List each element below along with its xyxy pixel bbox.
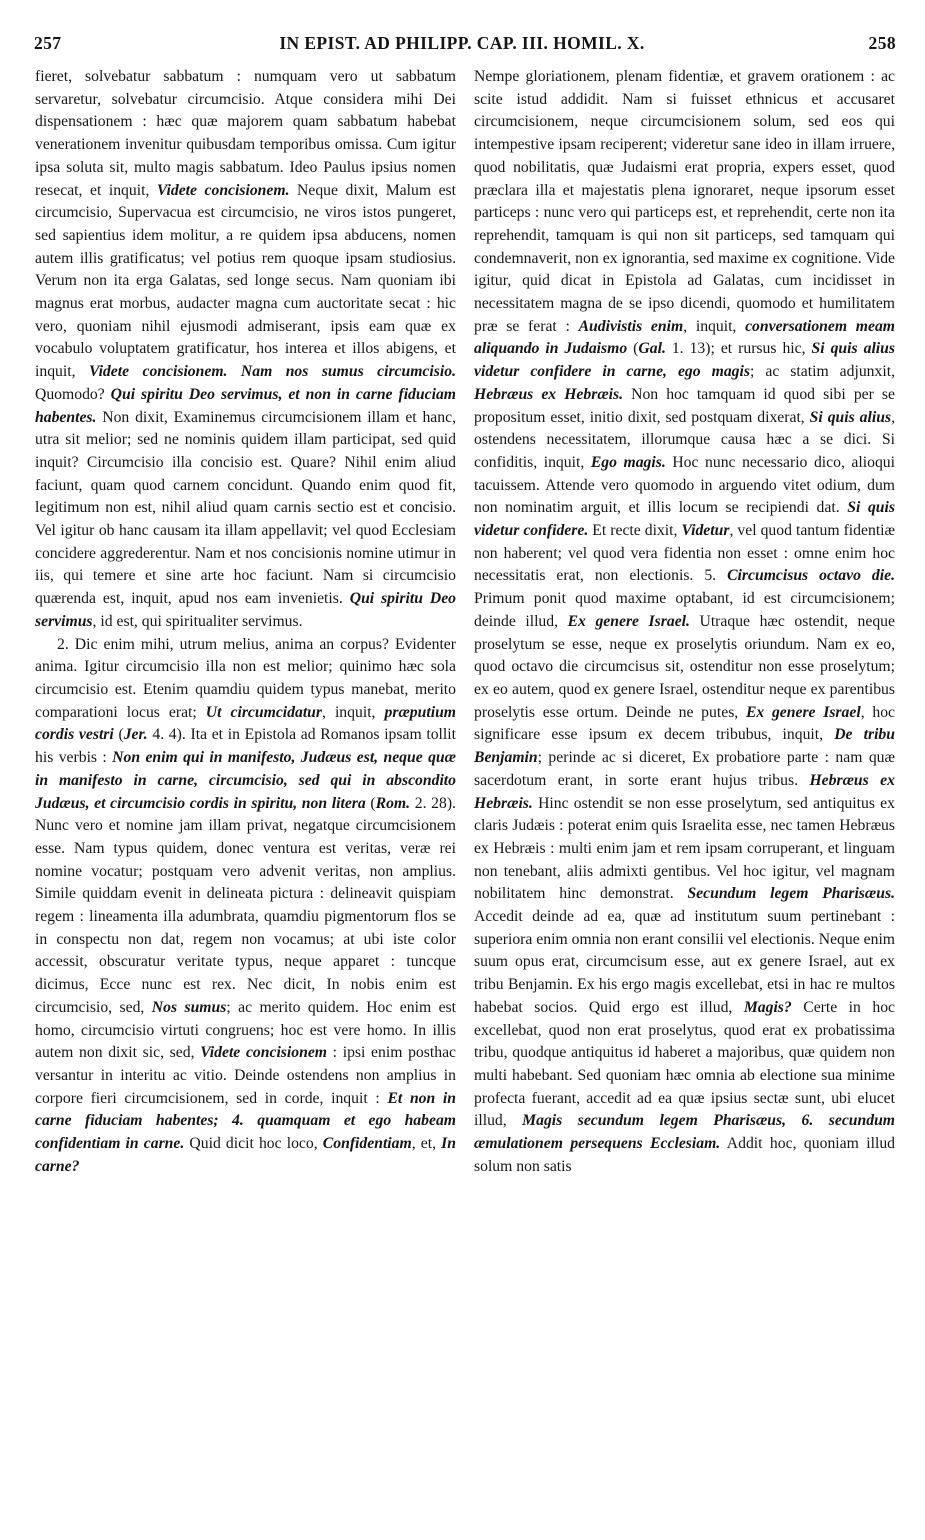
text-column-left (35, 66, 456, 1178)
page-number-right: 258 (868, 33, 896, 53)
running-header (28, 33, 896, 59)
paragraph: 2. Dic enim mihi, utrum melius, anima an corpus? Evidenter anima. Igitur circumcisio illa non est melior; quinimo hæc sola circumcisio est. Etenim quamdiu quidem typus manebat, merito comparationi locus erat; Ut circumcidatur, inquit, præputium cordis vestri (Jer. 4. 4). Ita et in Epistola ad Romanos ipsam tollit his verbis : Non enim qui in manifesto, Judæus est, neque quæ in manifesto in carne, circumcisio, sed qui in abscondito Judæus, et circumcisio cordis in spiritu, non litera (Rom. 2. 28). Nunc vero et nomine jam illam privat, negatque circumcisionem esse. Nam typus quidem, donec ventura est veritas, veræ rei nomine vocatur; postquam vero advenit veritas, non amplius. Simile quiddam evenit in delineata pictura : delineavit quispiam regem : lineamenta illa adumbrata, quamdiu pigmentorum flos se in conspectu non dat, regem non vocamus; at ubi iste color accessit, obscuratur veritate typus, neque apparet : tuncque dicimus, Ecce nunc est rex. Nec dicit, In nobis enim est circumcisio, sed, Nos sumus; ac merito quidem. Hoc enim est homo, circumcisio virtuti congruens; hoc est vere homo. In illis autem non dixit sic, sed, Videte concisionem : ipsi enim posthac versantur in interitu ac vitio. Deinde ostendens non amplius in corpore fieri circumcisionem, sed in corde, inquit : Et non in carne fiduciam habentes; 4. quamquam et ego habeam confidentiam in carne. Quid dicit hoc loco, Confidentiam, et, In carne? (35, 635, 457, 1175)
paragraph: Nempe gloriationem, plenam fidentiæ, et gravem orationem : ac scite istud addidit. Nam si fuisset ethnicus et accusaret circumcisionem, neque circumcisionem solum, sed eos qui intempestive ipsam reciperent; videretur sane ideo in illam irruere, quod nobilitatis, quæ Judaismi erat propria, expers esset, quod præclara illa et majestatis plena ignoraret, neque ipsorum esset particeps : nunc vero qui particeps est, et reprehendit, certe non ita reprehendit, tamquam is qui non sit particeps, sed tamquam qui condemnaverit, non ex ignorantia, sed maxime ex cognitione. Vide igitur, quid dicat in Epistola ad Galatas, cum incidisset in necessitatem magna de se ipso dicendi, quomodo et humilitatem præ se ferat : Audivistis enim, inquit, conversationem meam aliquando in Judaismo (Gal. 1. 13); et rursus hic, Si quis alius videtur confidere in carne, ego magis; ac statim adjunxit, Hebræus ex Hebræis. Non hoc tamquam id quod sibi per se propositum esset, initio dixit, sed postquam dixerat, Si quis alius, ostendens necessitatem, illorumque causa hæc a se dici. Si confiditis, inquit, Ego magis. Hoc nunc necessario dico, alioqui tacuissem. Attende vero quomodo in arguendo vitet odium, dum non nominatim arguit, et illis locum se recipiendi dat. Si quis videtur confidere. Et recte dixit, Videtur, vel quod tantum fidentiæ non haberent; vel quod vera fidentia non esset : omne enim hoc necessitatis erat, non electionis. 5. Circumcisus octavo die. Primum ponit quod maxime optabant, id est circumcisionem; deinde illud, Ex genere Israel. Utraque hæc ostendit, neque proselytum se esse, neque ex proselytis oriundum. Nam ex eo, quod octavo die circumcisus sit, ostenditur non esse proselytum; ex eo autem, quod ex genere Israel, ostenditur neque ex parentibus proselytis esse ortum. Deinde ne putes, Ex genere Israel, hoc significare esse ipsum ex decem tribubus, inquit, De tribu Benjamin; perinde ac si diceret, Ex probatiore parte : nam quæ sacerdotum erant, in sorte erant hujus tribus. Hebræus ex Hebræis. Hinc ostendit se non esse proselytum, sed antiquitus ex claris Judæis : poterat enim quis Israelita esse, nec tamen Hebræus ex Hebræis : multi enim jam et rem ipsam corruperant, et linguam non tenebant, aliis admixti gentibus. Vel hoc igitur, vel magnam nobilitatem hinc demonstrat. Secundum legem Pharisæus. Accedit deinde ad ea, quæ ad institutum suum pertinebant : superiora enim omnia non erant consilii vel electionis. Neque enim suum opus erat, circumcisum esse, aut ex genere Israel, aut ex tribu Benjamin. Ex his ergo magis excellebat, etsi in hac re multos habebat socios. Quid ergo est illud, Magis? Certe in hoc excellebat, quod non erat proselytus, quod erat ex probatissima tribu, quodque antiquitus id haberet a majoribus, quæ quidem non multi habebant. Sed quoniam hæc omnia ab electione sua minime profecta fuerant, accedit ad ea quæ ipsius sectæ sunt, ubi elucet illud, Magis secundum legem Pharisæus, 6. secundum æmulationem persequens Ecclesiam. Addit hoc, quoniam illud solum non satis (474, 68, 896, 1175)
paragraph: fieret, solvebatur sabbatum : numquam vero ut sabbatum servaretur, solvebatur circumcisio. Atque considera mihi Dei dispensationem : hæc quæ majorem quam sabbatum habebat venerationem invenitur quibusdam temporibus omissa. Cum igitur ipsa soluta sit, multo magis sabbatum. Ideo Paulus ipsius nomen resecat, et inquit, Videte concisionem. Neque dixit, Malum est circumcisio, Supervacua est circumcisio, ne viros istos pungeret, sed sapientius idem molitur, a re quidem ipsa abducens, nomen autem illis gratificatus; vel potius rem quoque ipsam studiosius. Verum non ita erga Galatas, sed longe secus. Nam quoniam ibi magnus erat morbus, audacter magna cum auctoritate secat : hic vero, quoniam nihil ejusmodi admiserant, ipsis eam quæ ex vocabulo voluptatem gratificatur, hos interea et illos abigens, et inquit, Videte concisionem. Nam nos sumus circumcisio. Quomodo? Qui spiritu Deo servimus, et non in carne fiduciam habentes. Non dixit, Examinemus circumcisionem illam et hanc, utra sit melior; sed ne nominis quidem illam participat, sed quid inquit? Circumcisio illa concisio est. Quare? Nihil enim aliud faciunt, quam quod carnem concidunt. Quando enim quod fit, legitimum non est, nihil aliud quam carnis sectio est et concisio. Vel igitur ob hanc causam ita illam appellavit; vel quod Ecclesiam concidere aggrederentur. Nam et nos concisionis nomine utimur in iis, qui temere et sine arte hoc faciunt. Nam si circumcisio quærenda est, inquit, apud nos eam invenietis. Qui spiritu Deo servimus, id est, qui spiritualiter servimus. (35, 68, 457, 630)
page-number-left: 257 (34, 33, 62, 53)
text-column-right (474, 66, 895, 1178)
running-title: IN EPIST. AD PHILIPP. CAP. III. HOMIL. X. (279, 33, 645, 53)
